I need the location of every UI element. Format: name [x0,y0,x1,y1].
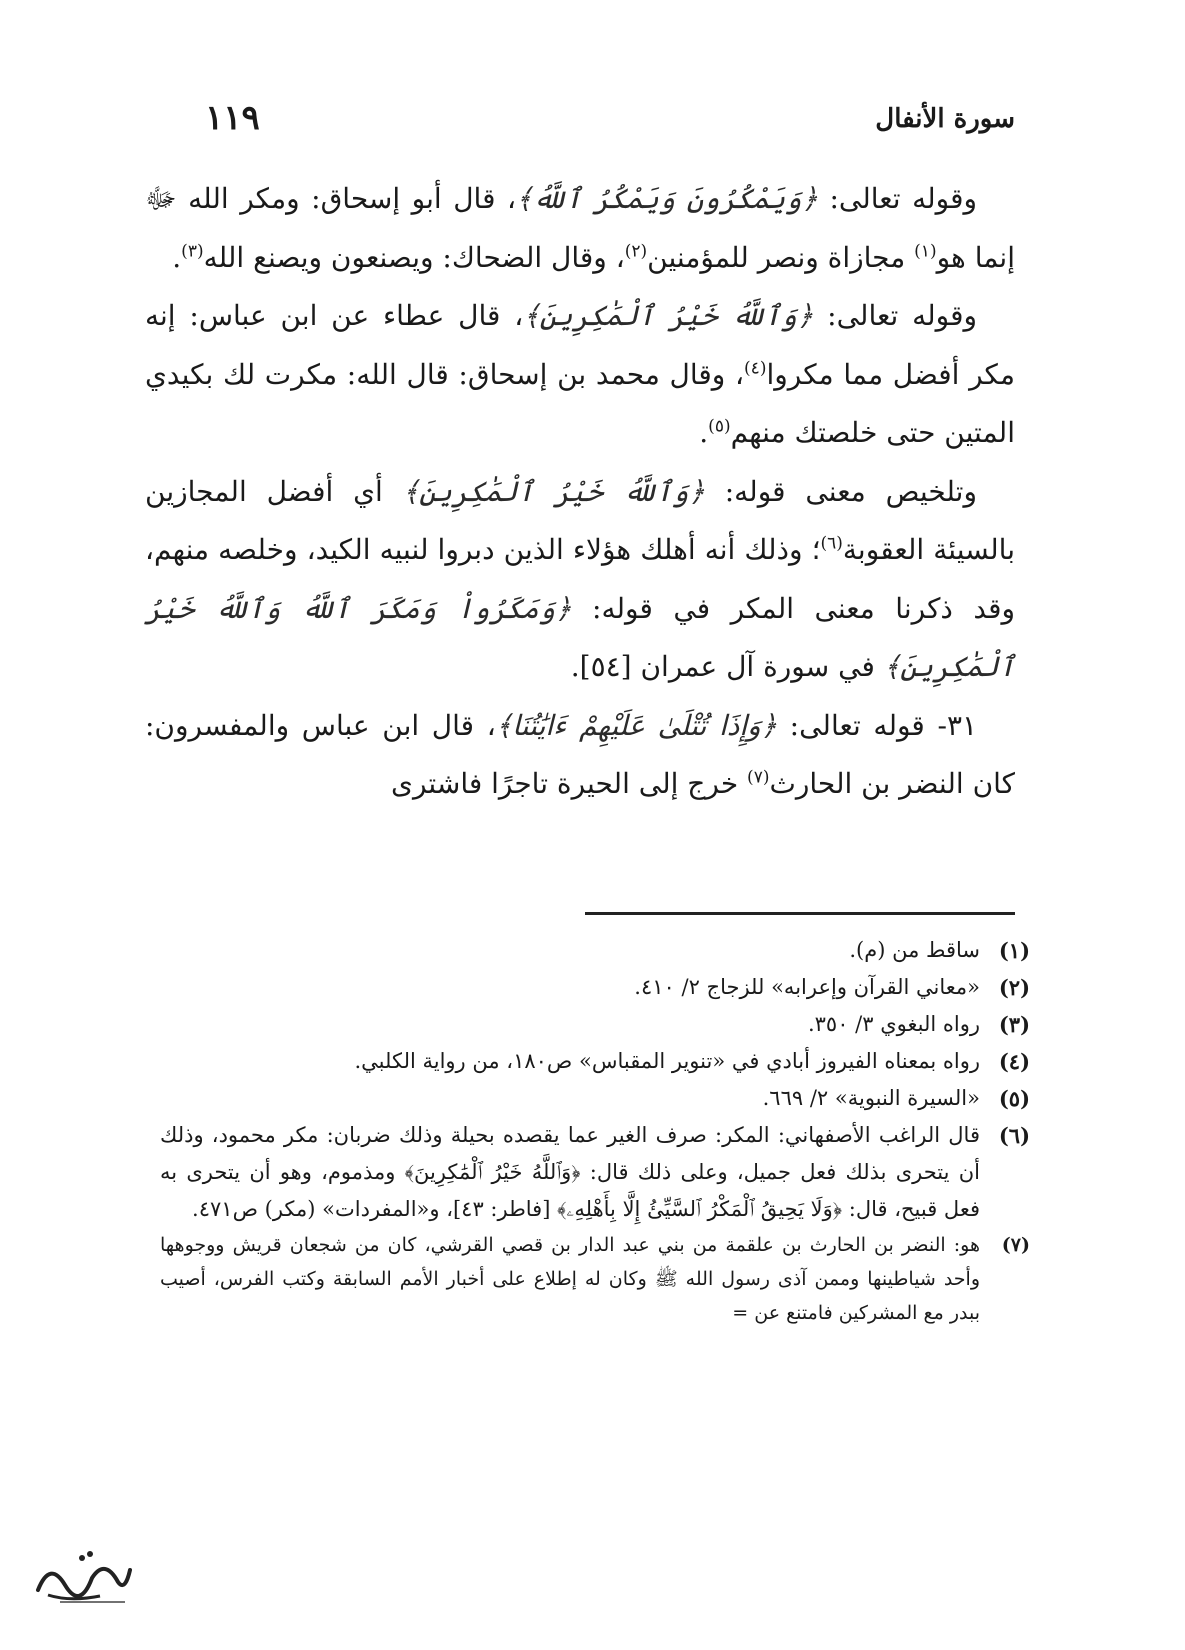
footnote-ref-5[interactable]: (٥) [708,416,731,437]
footnote-ref-3[interactable]: (٣) [181,241,204,262]
publisher-logo-icon [30,1540,135,1610]
page-number: ١١٩ [205,98,260,138]
footnote-3 [160,1006,1030,1043]
text-run: ؛ وذلك أنه أهلك هؤلاء الذين دبروا لنبيه الكيد، وخلصه منهم، وقد ذكرنا معنى المكر في قوله: [145,533,1015,625]
text-run: ، قال أبو إسحاق: ومكر الله ﷻ إنما هو [145,182,1015,274]
footnote-text: هو: النضر بن الحارث بن علقمة من بني عبد الدار بن قصي القرشي، كان من شجعان قريش ووجوهها وأحد شياطينها وممن آذى رسول الله ﷺ وكان له إطلاع على أخبار الأمم السابقة وكتب الفرس، أصيب ببدر مع المشركين فامتنع عن = [160,1234,980,1324]
main-text [145,170,1015,814]
text-run: . [699,416,709,449]
text-run: ٣١- قوله تعالى: [777,708,978,742]
page-header [205,98,1015,144]
footnote-number: (٣) [998,1012,1030,1037]
paragraph-2 [145,287,1015,463]
quran-quote: ﴿وَيَمْكُرُونَ وَيَمْكُرُ ٱللَّهُ﴾ [516,182,818,215]
footnote-number: (٥) [998,1086,1030,1111]
footnote-ref-4[interactable]: (٤) [744,358,767,379]
footnote-ref-2[interactable]: (٢) [624,241,648,262]
quran-quote: ﴿وَٱللَّهُ خَيْرُ ٱلْمَٰكِرِينَ﴾ [402,474,705,508]
surah-title: سورة الأنفال [875,104,1015,134]
text-run: وتلخيص معنى قوله: [704,474,977,508]
footnote-text: قال الراغب الأصفهاني: المكر: صرف الغير عما يقصده بحيلة وذلك ضربان: مكر محمود، وذلك أن يتحرى بذلك فعل جميل، وعلى ذلك قال: ﴿وَٱللَّهُ خَيْرُ ٱلْمَٰكِرِينَ﴾ ومذموم، وهو أن يتحرى به فعل قبيح، قال: ﴿وَلَا يَحِيقُ ٱلْمَكْرُ ٱلسَّيِّئُ إِلَّا بِأَهْلِهِۦ﴾ [فاطر: ٤٣]، و«المفردات» (مكر) ص٤٧١. [160,1123,980,1221]
footnote-number: (٢) [998,975,1030,1000]
text-run: خرج إلى الحيرة تاجرًا فاشترى [391,767,748,800]
quran-quote: ﴿وَمَكَرُواْ وَمَكَرَ ٱللَّهُ وَٱللَّهُ خَيْرُ ٱلْمَٰكِرِينَ﴾ [145,591,1015,683]
footnote-7 [160,1228,1030,1330]
logo-calligraphy [30,1540,135,1610]
footnote-text: «السيرة النبوية» ٢/ ٦٦٩. [762,1086,980,1110]
paragraph-3 [145,463,1015,697]
footnote-number: (١) [998,938,1030,963]
footnote-6 [160,1117,1030,1228]
text-run: في سورة آل عمران [٥٤]. [570,650,884,683]
quran-quote: ﴿وَإِذَا تُتْلَىٰ عَلَيْهِمْ ءَايَٰتُنَا﴾ [495,708,778,742]
text-run: وقوله تعالى: [813,299,977,332]
footnote-text: «معاني القرآن وإعرابه» للزجاج ٢/ ٤١٠. [634,975,980,999]
footnote-text: رواه البغوي ٣/ ٣٥٠. [807,1012,980,1036]
footnote-ref-1[interactable]: (١) [914,241,937,262]
footnotes [160,932,1030,1330]
footnote-number: (٤) [998,1049,1030,1074]
text-run: وقوله تعالى: [817,182,977,215]
text-run: ، وقال محمد بن إسحاق: قال الله: مكرت لك بكيدي المتين حتى خلصتك منهم [145,357,1015,449]
footnote-number: (٦) [998,1123,1030,1148]
paragraph-4 [145,697,1015,814]
footnote-text: ساقط من (م). [849,938,980,962]
footnote-separator [585,912,1015,915]
footnote-ref-7[interactable]: (٧) [747,767,770,788]
text-run: ، وقال الضحاك: ويصنعون ويصنع الله [203,240,625,274]
quran-quote: ﴿وَٱللَّهُ خَيْرُ ٱلْمَٰكِرِينَ﴾ [523,299,814,332]
paragraph-1 [145,170,1015,287]
footnote-ref-6[interactable]: (٦) [820,533,843,554]
footnote-4 [160,1043,1030,1080]
footnote-5 [160,1080,1030,1117]
footnote-text: رواه بمعناه الفيروز أبادي في «تنوير المقباس» ص١٨٠، من رواية الكلبي. [354,1049,980,1073]
text-run: . [172,240,182,274]
footnote-number: (٧) [1001,1234,1030,1256]
text-run: أي أفضل المجازين بالسيئة العقوبة [145,474,1015,566]
text-run: مجازاة ونصر للمؤمنين [647,240,915,274]
text-run: ، قال ابن عباس والمفسرون: كان النضر بن الحارث [145,708,1015,800]
text-run: ، قال عطاء عن ابن عباس: إنه مكر أفضل مما مكروا [145,299,1015,391]
footnote-1 [160,932,1030,969]
footnote-2 [160,969,1030,1006]
